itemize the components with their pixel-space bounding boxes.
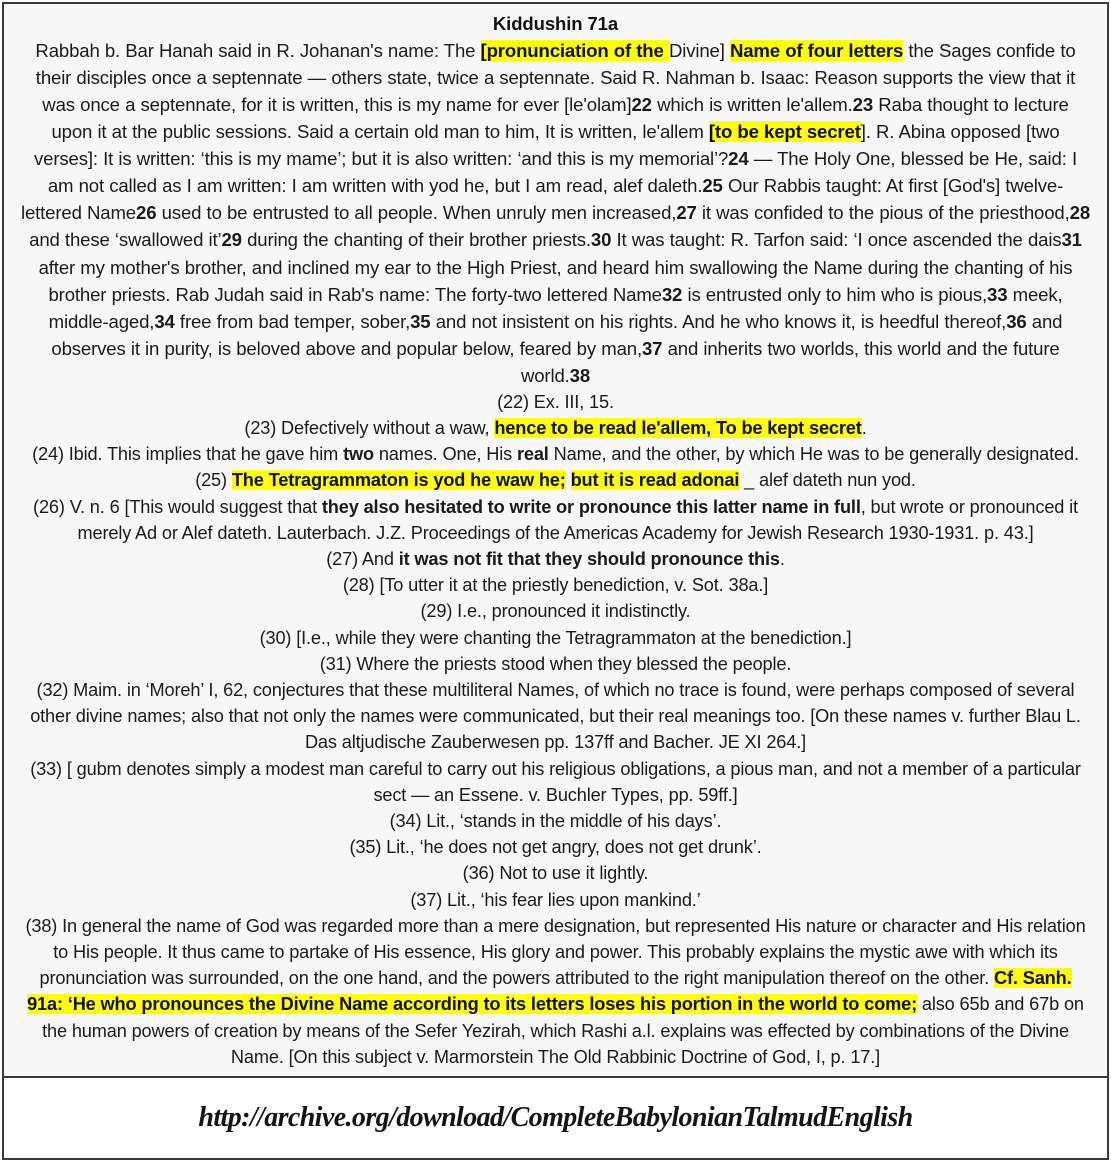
footnote-item [20, 860, 1091, 886]
text-run: ]. R. Abina opposed [two verses]: It is written: ‘this is my mame’; but it is also written: ‘and this is my memorial’? [34, 121, 1060, 170]
footnote-item [20, 467, 1091, 493]
bold-text: 25 [702, 175, 723, 197]
bold-text: 32 [661, 283, 683, 305]
source-url-text: http://archive.org/download/CompleteBabylonianTalmudEnglish [198, 1102, 913, 1133]
text-run: It was taught: R. Tarfon said: ‘I once ascended the dais [611, 229, 1062, 251]
footnote-item [20, 808, 1091, 834]
text-run: meek, middle-aged, [48, 283, 1063, 332]
text-run: and observes it in purity, is beloved above and popular below, feared by man, [51, 310, 1063, 359]
bold-text: they also hesitated to write or pronounce this latter name in full [321, 496, 861, 517]
text-run: . [779, 548, 785, 569]
text-run: (38) In general the name of God was regarded more than a mere designation, but represented His nature or character and His relation to His people. It thus came to partake of His essence, His glory and power. This probably explains the mystic awe with which its pronunciation was surrounded, on the one hand, and the powers attributed to the right manipulation thereof on the other. [25, 915, 1086, 989]
text-run: Raba thought to lecture upon it at the public sessions. Said a certain old man to him, It is written, le'allem [51, 94, 1069, 143]
footnote-item [20, 598, 1091, 624]
text-run: (32) Maim. in ‘Moreh’ I, 62, conjectures that these multiliteral Names, of which no trace is found, were perhaps composed of several other divine names; also that not only the names were communicated, but their real meanings too. [On these names v. further Blau L. Das altjudische Zauberwesen pp. 137ff and Bacher. JE XI 264.] [30, 679, 1081, 753]
text-run: and inherits two worlds, this world and the future world. [520, 337, 1060, 386]
text-run: (23) Defectively without a waw, [244, 417, 495, 438]
text-run: , but wrote or pronounced it merely Ad or Alef dateth. Lauterbach. J.Z. Proceedings of the Americas Academy for Jewish Research 1930-1931. p. 43.] [77, 496, 1078, 543]
text-run: (31) Where the priests stood when they blessed the people. [319, 653, 792, 674]
highlighted-text: Cf. Sanh. 91a: ‘He who pronounces the Divine Name according to its letters loses his portion in the world to come; [27, 968, 1072, 1015]
text-run: (24) Ibid. This implies that he gave him [32, 444, 344, 465]
text-run [566, 470, 571, 490]
highlighted-text: but it is read adonai [570, 470, 740, 491]
bold-text: 31 [1061, 229, 1082, 251]
text-run: (27) And [326, 548, 399, 569]
footnote-item [20, 625, 1091, 651]
footnote-item [20, 572, 1091, 598]
text-run: names. One, His [373, 444, 517, 465]
footnote-item [20, 389, 1091, 415]
text-run: (25) [195, 470, 232, 491]
text-run: it was confided to the pious of the priesthood, [696, 202, 1070, 224]
gemara-passage [20, 37, 1091, 389]
bold-text: 26 [136, 202, 157, 224]
footnote-item [20, 415, 1091, 441]
footnote-item [20, 913, 1091, 1070]
bold-text: it was not fit that they should pronounce this [398, 548, 780, 569]
footnote-item [20, 834, 1091, 860]
text-run: (29) I.e., pronounced it indistinctly. [420, 601, 691, 622]
bold-text: 38 [569, 364, 591, 386]
text-run: used to be entrusted to all people. When unruly men increased, [156, 202, 677, 224]
text-run: (34) Lit., ‘stands in the middle of his days’. [389, 810, 722, 831]
highlighted-text: [pronunciation of the [480, 40, 669, 62]
text-run: free from bad temper, sober, [174, 310, 411, 332]
text-run: during the chanting of their brother priests. [241, 229, 591, 251]
highlighted-text: The Tetragrammaton is yod he waw he; [231, 470, 566, 491]
document-body-pane [4, 4, 1107, 1078]
footnote-item [20, 494, 1091, 546]
bold-text: 34 [154, 310, 175, 332]
text-run: . [861, 417, 867, 438]
text-run: after my mother's brother, and inclined my ear to the High Priest, and heard him swallowing the Name during the chanting of his brother priests. Rab Judah said in Rab's name: The forty-two lettered Name [38, 256, 1073, 305]
footnote-item [20, 651, 1091, 677]
text-run: (33) [ gubm denotes simply a modest man careful to carry out his religious obligations, a pious man, and not a member of a particular sect — an Essene. v. Buchler Types, pp. 59ff.] [30, 758, 1081, 805]
text-run: (26) V. n. 6 [This would suggest that [33, 496, 322, 517]
text-run: Rabbah b. Bar Hanah said in R. Johanan's name: The [35, 40, 481, 62]
bold-text: 28 [1069, 202, 1091, 224]
footnote-item [20, 677, 1091, 756]
text-run: and not insistent on his rights. And he who knows it, is heedful thereof, [430, 310, 1007, 332]
text-run: (28) [To utter it at the priestly benediction, v. Sot. 38a.] [342, 575, 769, 596]
bold-text: 36 [1006, 310, 1027, 332]
footnote-item [20, 441, 1091, 467]
text-run: _ alef dateth nun yod. [739, 470, 916, 491]
bold-text: 23 [852, 94, 874, 116]
text-run: Name, and the other, by which He was to be generally designated. [548, 444, 1079, 465]
document-frame [2, 2, 1109, 1160]
footnote-item [20, 756, 1091, 808]
bold-text: 35 [410, 310, 431, 332]
footnote-item [20, 887, 1091, 913]
text-run: Divine] [668, 40, 730, 62]
text-run: Our Rabbis taught: At first [God's] twelve-lettered Name [20, 175, 1064, 224]
text-run: (37) Lit., ‘his fear lies upon mankind.’ [410, 889, 701, 910]
highlighted-text: Name of four letters [729, 40, 904, 62]
text-run: also 65b and 67b on the human powers of creation by means of the Sefer Yezirah, which Rashi a.l. explains was effected by combinations of the Divine Name. [On this subject v. Marmorstein The Old Rabbinic Doctrine of God, I, p. 17.] [42, 994, 1084, 1067]
page-title: Kiddushin 71a [492, 13, 619, 34]
bold-text: two [343, 444, 374, 465]
highlighted-text: hence to be read le'allem, To be kept secret [494, 417, 862, 438]
bold-text: 29 [221, 229, 242, 251]
text-run: which is written le'allem. [651, 94, 853, 116]
bold-text: real [516, 444, 549, 465]
document-footer-pane [4, 1078, 1107, 1158]
text-run: (30) [I.e., while they were chanting the Tetragrammaton at the benediction.] [259, 627, 852, 648]
text-run: — The Holy One, blessed be He, said: I am not called as I am written: I am written with yod he, but I am read, alef daleth. [47, 148, 1077, 197]
highlighted-text: [to be kept secret [708, 121, 861, 143]
text-run: (35) Lit., ‘he does not get angry, does not get drunk’. [349, 837, 762, 858]
text-run: and these ‘swallowed it’ [29, 229, 222, 251]
bold-text: 24 [728, 148, 749, 170]
bold-text: 37 [641, 337, 663, 359]
footnotes-list [20, 389, 1091, 1070]
text-run: is entrusted only to him who is pious, [682, 283, 988, 305]
footnote-item [20, 546, 1091, 572]
text-run: the Sages confide to their disciples once a septennate — others state, twice a septennate. Said R. Nahman b. Isaac: Reason supports the view that it was once a septennate, for it is written, this is my name for ever [le'olam] [35, 40, 1076, 116]
bold-text: 30 [590, 229, 612, 251]
text-run: (36) Not to use it lightly. [462, 863, 649, 884]
bold-text: 27 [676, 202, 697, 224]
text-run: (22) Ex. III, 15. [497, 391, 614, 412]
bold-text: 33 [987, 283, 1008, 305]
bold-text: 22 [631, 94, 652, 116]
